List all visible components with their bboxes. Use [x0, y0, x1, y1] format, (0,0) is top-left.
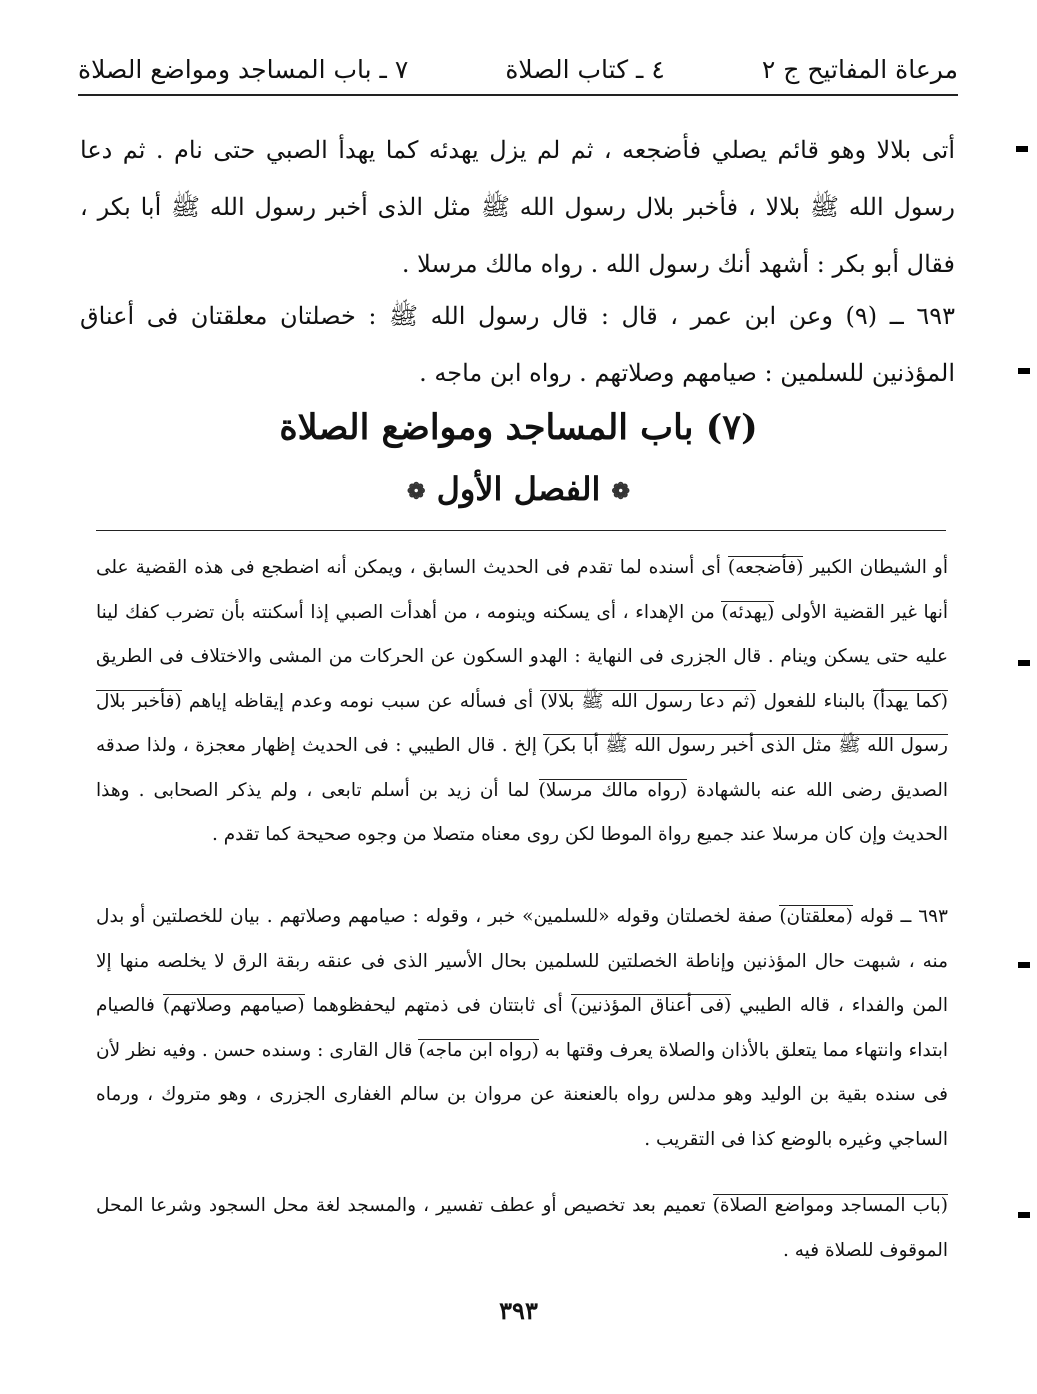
quoted-phrase: (فأضجعه) — [727, 557, 804, 578]
quoted-phrase: (فأخبر بلال رسول الله ﷺ مثل الذى أخبر رسول الله ﷺ أبا بكر) — [96, 690, 948, 756]
quoted-phrase: (باب المساجد ومواضع الصلاة) — [712, 1195, 948, 1216]
margin-mark — [1016, 146, 1028, 152]
footnote-divider — [96, 530, 946, 531]
quoted-phrase: (فى أعناق المؤذنين) — [570, 995, 732, 1016]
quoted-phrase: (صيامهم وصلاتهم) — [162, 995, 305, 1016]
commentary-segment: أى فسأله عن سبب نومه وعدم إيقاظه إياهم — [188, 690, 534, 712]
commentary-segment: فالصيام ابتداء وانتهاء مما يتعلق بالأذان والصلاة يعرف وقتها به — [96, 995, 949, 1061]
quoted-phrase: (رواه ابن ماجه) — [418, 1039, 539, 1061]
quoted-phrase: (يهدئه) — [721, 601, 775, 623]
header-kitab-title: ٤ ـ كتاب الصلاة — [505, 54, 665, 84]
margin-mark — [1018, 1212, 1030, 1218]
commentary-segment: بالبناء للفعول — [763, 690, 866, 712]
commentary-segment: لما أن زيد بن أسلم تابعى ، ولم يذكر الصحابى . وهذا الحديث وإن كان مرسلا عند جميع رواة الموطا لكن روى معناه متصلا من وجوه صحيحة كما تقدم . — [96, 779, 948, 845]
margin-mark — [1018, 962, 1030, 968]
commentary-text — [96, 1184, 948, 1273]
ornament-icon: ❁ — [611, 478, 630, 505]
hadith-693 — [80, 288, 955, 402]
commentary-segment: أو الشيطان الكبير — [810, 557, 948, 578]
commentary-text — [96, 895, 948, 1162]
section-title — [0, 464, 1037, 517]
quoted-phrase: (معلقتان) — [779, 906, 853, 927]
quoted-phrase: (ثم دعا رسول الله ﷺ بلالا) — [540, 690, 757, 712]
page-number: ٣٩٣ — [499, 1296, 538, 1325]
commentary-segment: قال القارى : وسنده حسن . وفيه نظر لأن فى سنده بقية بن الوليد وهو مدلس رواه بالعنعنة عن مروان بن سالم الغفارى الجزرى ، وهو متروك ، ورماه الساجي وغيره بالوضع كذا فى التقريب . — [96, 1039, 948, 1150]
hadith-continuation — [80, 122, 955, 293]
commentary-paragraph-2 — [96, 895, 948, 1162]
commentary-segment: أى ثابتتان فى ذمتهم ليحفظوهما — [312, 995, 563, 1016]
commentary-paragraph-3 — [96, 1184, 948, 1273]
commentary-segment: ٦٩٣ ــ قوله — [859, 906, 948, 927]
margin-mark — [1018, 660, 1030, 666]
commentary-segment: صفة لخصلتان وقوله «للسلمين» خبر ، وقوله : صيامهم وصلاتهم . بيان للخصلتين أو بدل منه ، شبهت حال المؤذنين وإناطة الخصلتين للسلمين بحال الأسير الذى فى عنقه ربقة الرق لا يخلصه منها إلا المن والفداء ، قاله الطيبي — [96, 906, 948, 1016]
section-title-text: الفصل الأول — [436, 470, 601, 508]
hadith-text: أتى بلالا وهو قائم يصلي فأضجعه ، ثم لم يزل يهدئه كما يهدأ الصبي حتى نام . ثم دعا رسول الله ﷺ بلالا ، فأخبر بلال رسول الله ﷺ مثل الذى أخبر رسول الله ﷺ أبا بكر ، فقال أبو بكر : أشهد أنك رسول الله . رواه مالك مرسلا . — [80, 136, 956, 278]
quoted-phrase: (كما يهدأ) — [872, 690, 949, 712]
commentary-segment: أى أسنده لما تقدم فى الحديث السابق ، ويمكن أنه اضطجع فى هذه القضية على أنها غير القضية الأولى — [96, 557, 949, 623]
chapter-title: (٧) باب المساجد ومواضع الصلاة — [279, 407, 758, 448]
header-book-title: مرعاة المفاتيح ج ٢ — [761, 54, 958, 84]
quoted-phrase: (رواه مالك مرسلا) — [538, 779, 688, 801]
header-bab-title: ٧ ـ باب المساجد ومواضع الصلاة — [78, 54, 409, 84]
ornament-icon: ❁ — [407, 478, 426, 505]
commentary-text — [96, 546, 948, 858]
margin-mark — [1018, 368, 1030, 374]
commentary-segment: من الإهداء ، أى يسكنه وينومه ، من أهدأت الصبي إذا أسكنته بأن تضرب كفك لينا عليه حتى يسكن وينام . قال الجزرى فى النهاية : الهدو السكون عن الحركات من المشى والاختلاف فى الطريق — [96, 601, 948, 667]
hadith-text: ٦٩٣ ــ (٩) وعن ابن عمر ، قال : قال رسول الله ﷺ : خصلتان معلقتان فى أعناق المؤذنين للسلمين : صيامهم وصلاتهم . رواه ابن ماجه . — [80, 302, 956, 387]
commentary-paragraph-1 — [96, 546, 948, 858]
commentary-segment: إلخ . قال الطيبي : فى الحديث إظهار معجزة ، ولذا صدقه الصديق رضى الله عنه بالشهادة — [96, 735, 949, 801]
running-header — [78, 44, 958, 96]
commentary-segment: تعميم بعد تخصيص أو عطف تفسير ، والمسجد لغة محل السجود وشرعا المحل الموقوف للصلاة فيه . — [96, 1195, 948, 1261]
